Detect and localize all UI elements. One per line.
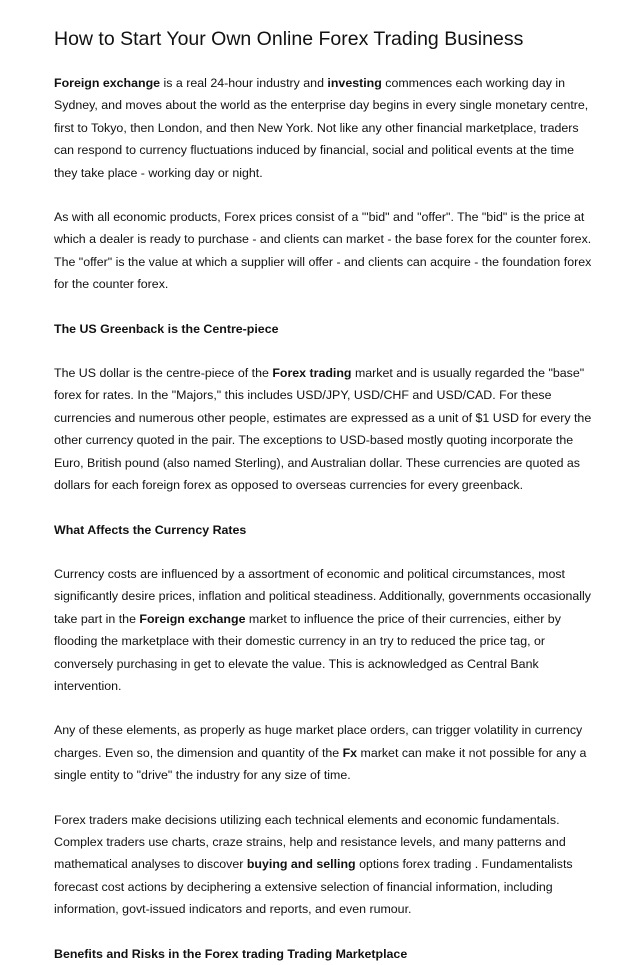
paragraph-currency-costs: [54, 563, 598, 697]
keyword-investing: investing: [327, 76, 382, 90]
section-heading-currency-rates: What Affects the Currency Rates: [54, 522, 247, 537]
text-run: market to influence the price of their currencies, either by flooding the marketplace with their domestic currency in an try to reduced the price tag, or conversely purchasing in get to elevate the value. This is acknowledged as Central Bank intervention.: [54, 611, 561, 693]
text-run: The US dollar is the centre-piece of the: [54, 366, 273, 381]
paragraph-intro: [54, 72, 598, 184]
text-run: Currency costs are influenced by a assortment of economic and political circumstances, most significantly desire prices, inflation and political steadiness. Additionally, governments occasionally take part in the: [54, 566, 591, 626]
keyword-forex-trading: Forex trading: [272, 366, 352, 381]
paragraph-bid-offer: As with all economic products, Forex prices consist of a "'bid" and "offer". The "bid" is the price at which a dealer is ready to purchase - and clients can market - the base forex for the counter forex. The "offer" is the value at which a supplier will offer - and clients can acquire - the foundation forex for the counter forex.: [54, 210, 592, 292]
text-run: Any of these elements, as properly as huge market place orders, can trigger volatility in currency charges. Even so, the dimension and quantity of the: [54, 723, 583, 760]
paragraph-us-dollar: [54, 362, 598, 496]
section-heading-us-greenback: The US Greenback is the Centre-piece: [54, 321, 279, 336]
paragraph-traders-decisions: [54, 809, 598, 921]
text-run: commences each working day in Sydney, and moves about the world as the enterprise day begins in every single monetary centre, first to Tokyo, then London, and then New York. Not like any other financial marketplace, traders can respond to currency fluctuations induced by financial, social and political events at the time they take place - working day or night.: [54, 76, 589, 180]
paragraph-volatility: [54, 719, 598, 786]
text-run: Forex traders make decisions utilizing each technical elements and economic fundamentals. Complex traders use charts, craze strains, help and resistance levels, and many patterns and mathematical analyses to discover: [54, 812, 566, 872]
section-heading-benefits-risks: Benefits and Risks in the Forex trading Trading Marketplace: [54, 946, 408, 961]
keyword-buying-and-selling: buying and selling: [246, 857, 356, 872]
keyword-fx: Fx: [342, 745, 358, 760]
text-run: options forex trading . Fundamentalists forecast cost actions by deciphering a extensive selection of financial information, including information, govt-issued indicators and reports, and even rumour.: [54, 857, 573, 917]
document-title: How to Start Your Own Online Forex Trading Business: [54, 28, 524, 50]
keyword-foreign-exchange: Foreign exchange: [54, 76, 161, 90]
text-run: market and is usually regarded the "base" forex for rates. In the "Majors," this includes USD/JPY, USD/CHF and USD/CAD. For these currencies and numerous other people, estimates are expressed as a unit of $1 USD for every the other currency quoted in the pair. The exceptions to USD-based mostly quoting incorporate the Euro, British pound (also named Sterling), and Australian dollar. These currencies are quoted as dollars for each foreign forex as opposed to overseas currencies for every greenback.: [54, 366, 592, 493]
text-run: market can make it not possible for any a single entity to "drive" the industry for any size of time.: [54, 745, 587, 783]
text-run: is a real 24-hour industry and: [160, 76, 328, 90]
keyword-foreign-exchange: Foreign exchange: [139, 611, 246, 626]
